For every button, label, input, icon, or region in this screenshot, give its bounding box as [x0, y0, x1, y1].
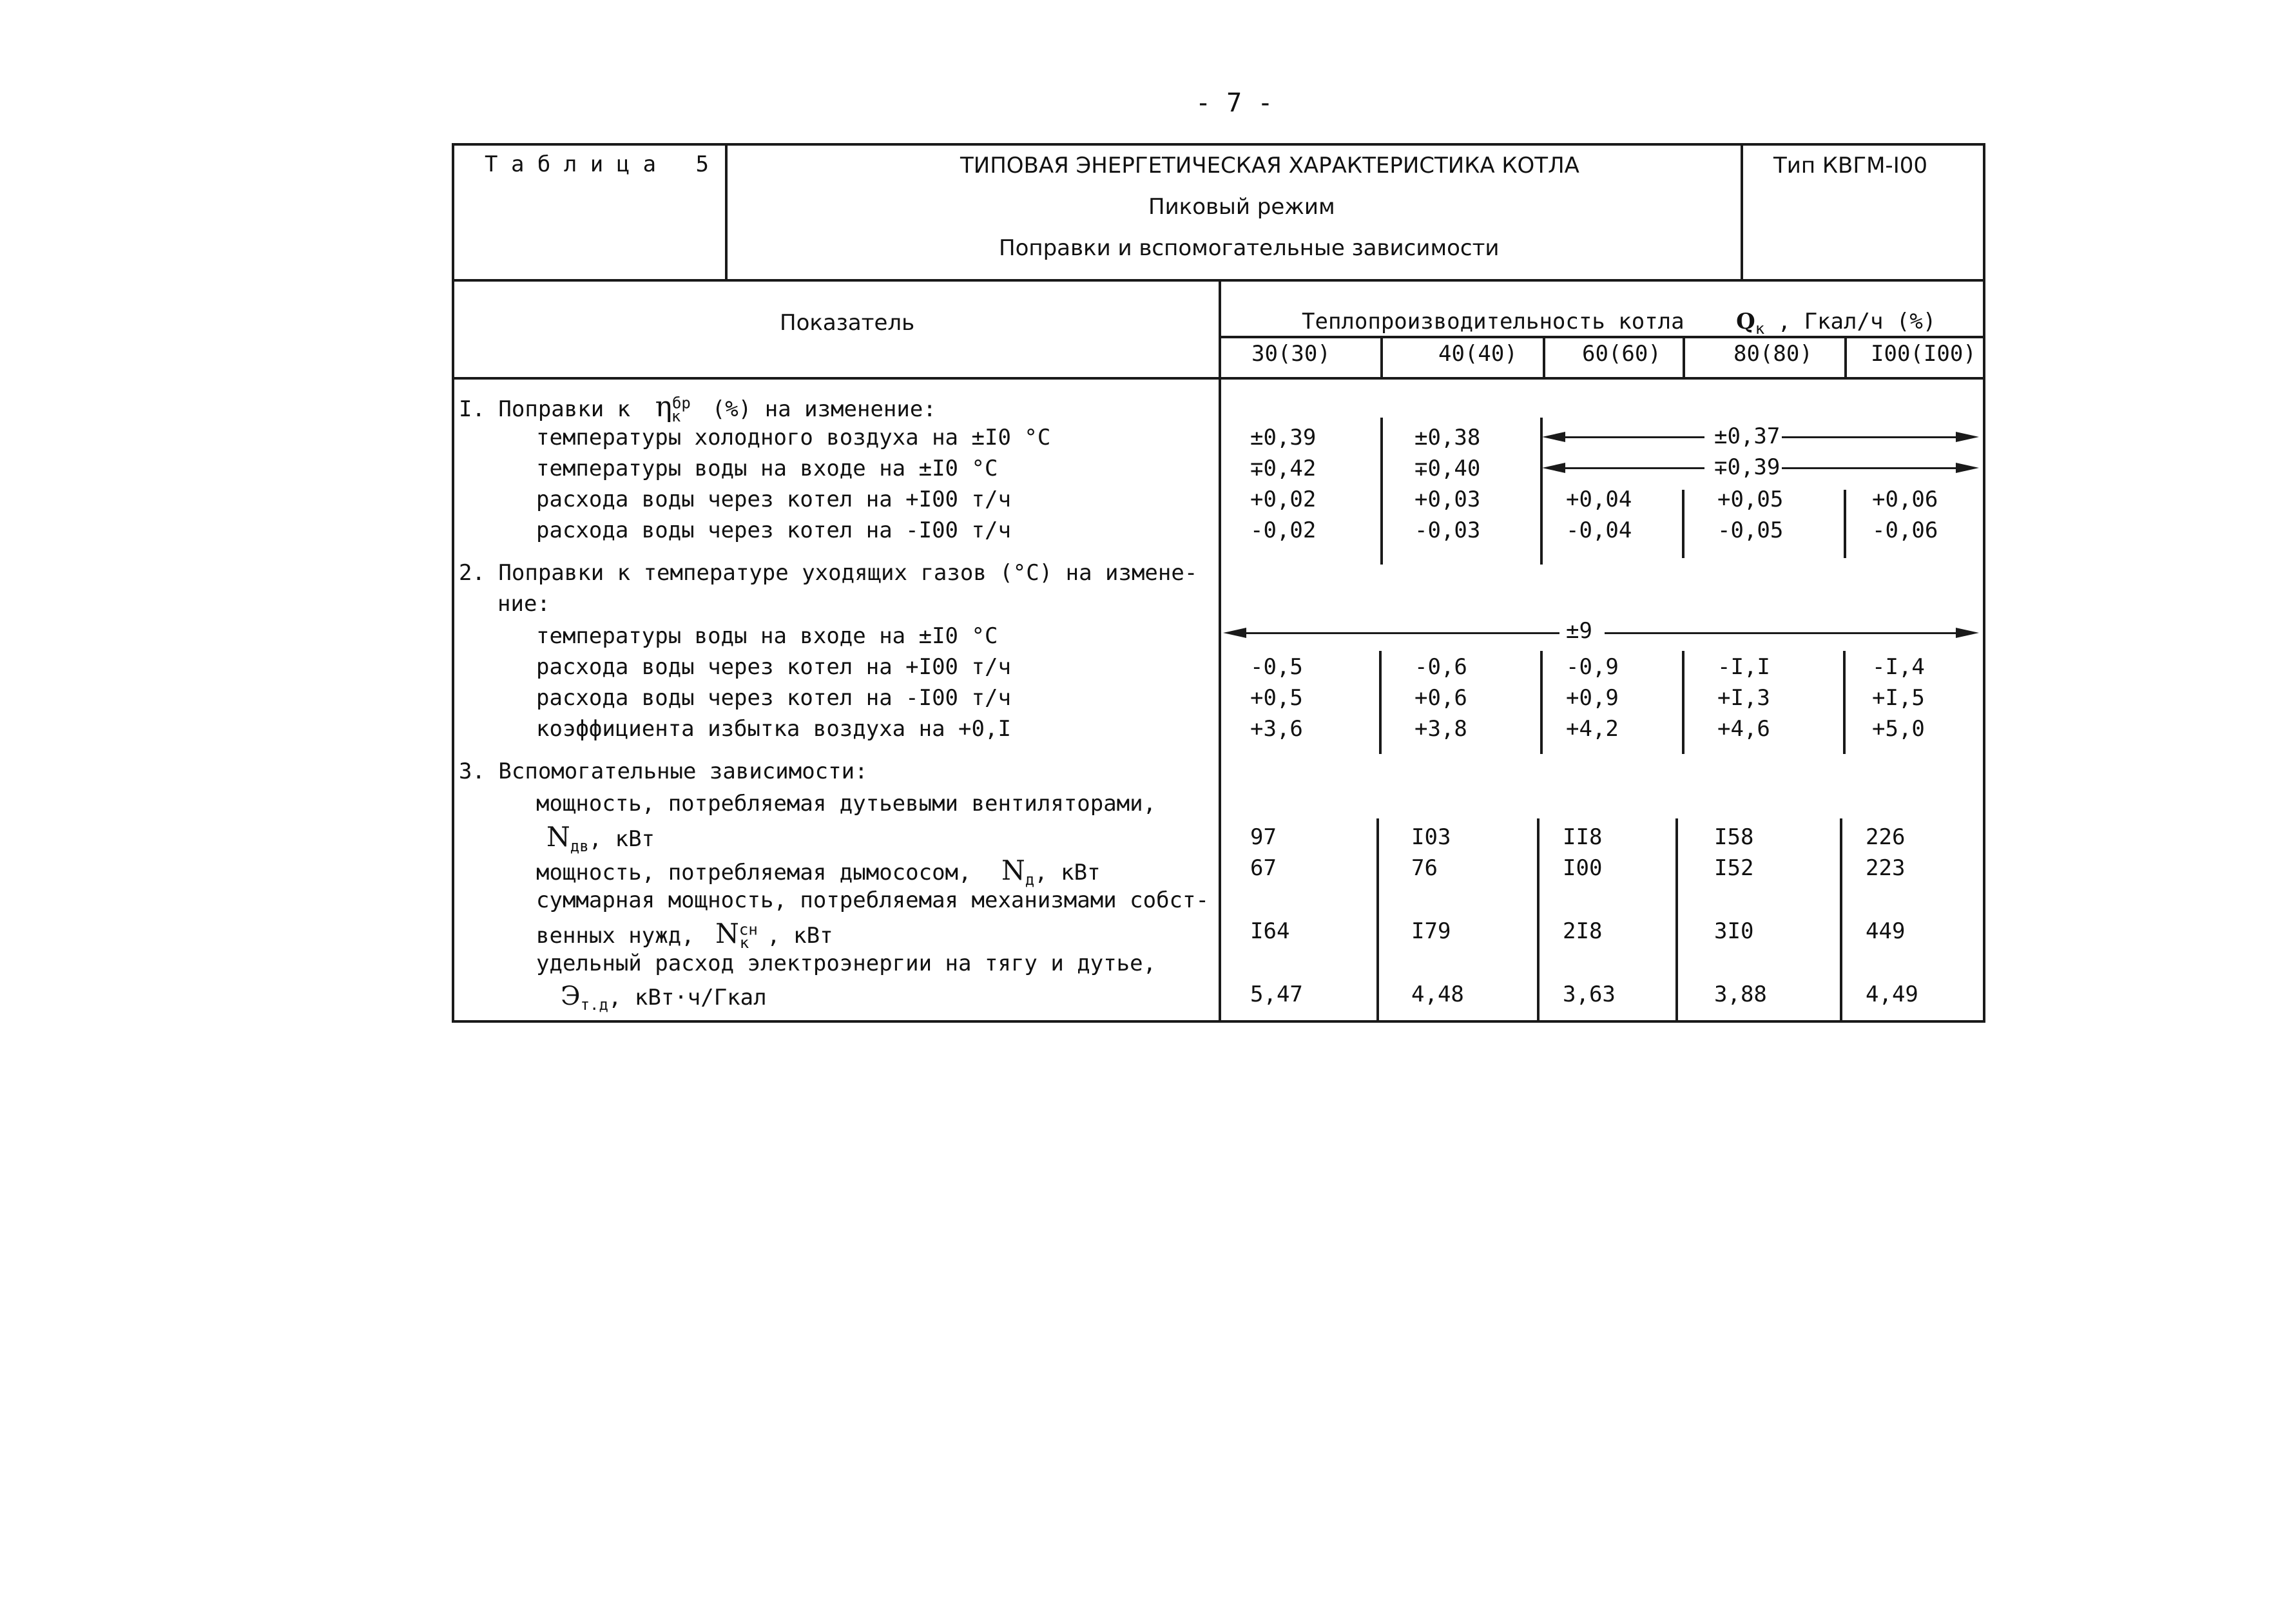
s1-r2-arrow-line-right	[1782, 467, 1956, 469]
n-d-sub: д	[1025, 870, 1035, 889]
section2-title-line2: ние:	[497, 591, 550, 617]
section2-title-line1: 2. Поправки к температуре уходящих газов (°С) на измене-	[459, 560, 1198, 586]
s2-r3-c5: +I,5	[1872, 685, 1925, 711]
s3-row3-line2-pre: венных нужд,	[536, 923, 695, 949]
s1-r1-arrow-line-left	[1563, 436, 1704, 438]
s1-sep-d	[1844, 490, 1846, 558]
s3-r4-c3: 3,63	[1563, 981, 1616, 1007]
s1-r1-c2: ±0,38	[1414, 425, 1481, 450]
s2-r2-c2: -0,6	[1414, 654, 1467, 680]
e-td-symbol: Э	[561, 981, 581, 1011]
s2-row3-label: расхода воды через котел на -I00 т/ч	[536, 685, 1011, 711]
section3-title: 3. Вспомогательные зависимости:	[459, 759, 868, 784]
s1-r3-c4: +0,05	[1717, 487, 1784, 512]
s1-sep-b	[1540, 418, 1543, 565]
capacity-unit: , Гкал/ч (%)	[1777, 309, 1936, 334]
s3-r3-c3: 2I8	[1563, 918, 1603, 944]
load-col-divider-3	[1683, 336, 1685, 377]
s1-r1-arrow-right	[1956, 432, 1979, 442]
s2-r3-c3: +0,9	[1566, 685, 1619, 711]
s3-sep-b	[1537, 818, 1540, 1021]
load-header-100: I00(I00)	[1871, 341, 1976, 367]
s1-r2-arrow-line-left	[1563, 467, 1704, 469]
n-dv-symbol: N	[546, 821, 570, 853]
table-subtitle: Поправки и вспомогательные зависимости	[999, 235, 1500, 261]
load-header-30: 30(30)	[1251, 341, 1331, 367]
s1-r3-c3: +0,04	[1566, 487, 1632, 512]
s3-r1-c1: 97	[1250, 824, 1277, 850]
s3-sep-d	[1840, 818, 1842, 1021]
s1-row4-label: расхода воды через котел на -I00 т/ч	[536, 517, 1011, 543]
s2-r2-c4: -I,I	[1717, 654, 1770, 680]
s3-r3-c5: 449	[1866, 918, 1906, 944]
n-d-unit: , кВт	[1034, 860, 1101, 885]
s2-r4-c5: +5,0	[1872, 716, 1925, 742]
e-td-sub: т.д	[580, 995, 608, 1014]
s2-r3-c4: +I,3	[1717, 685, 1770, 711]
s2-row4-label: коэффициента избытка воздуха на +0,I	[536, 716, 1011, 742]
s2-r1-arrow-right	[1956, 628, 1979, 638]
s1-r4-c4: -0,05	[1717, 517, 1784, 543]
header-divider-left	[725, 143, 728, 282]
table-mode: Пиковый режим	[1148, 194, 1335, 220]
s3-row3-line2	[536, 920, 833, 951]
s3-r1-c3: II8	[1563, 824, 1603, 850]
s2-r4-c1: +3,6	[1250, 716, 1303, 742]
section1-title-post: (%) на изменение:	[711, 396, 936, 422]
s3-r2-c1: 67	[1250, 855, 1277, 881]
s3-r3-c2: I79	[1411, 918, 1451, 944]
s1-r1-c1: ±0,39	[1250, 425, 1317, 450]
s3-sep-a	[1376, 818, 1379, 1021]
s1-r2-c1: ∓0,42	[1250, 456, 1317, 481]
s1-r3-c2: +0,03	[1414, 487, 1481, 512]
s1-r1-arrow-line-right	[1782, 436, 1956, 438]
s2-row2-label: расхода воды через котел на +I00 т/ч	[536, 654, 1011, 680]
s1-row1-label: температуры холодного воздуха на ±I0 °С	[536, 425, 1051, 450]
s2-r4-c2: +3,8	[1414, 716, 1467, 742]
s3-r4-c2: 4,48	[1411, 981, 1464, 1007]
s3-r2-c4: I52	[1714, 855, 1754, 881]
indicator-header: Показатель	[780, 310, 915, 336]
s3-r3-c4: 3I0	[1714, 918, 1754, 944]
capacity-symbol-sub: к	[1755, 319, 1765, 338]
table-title: ТИПОВАЯ ЭНЕРГЕТИЧЕСКАЯ ХАРАКТЕРИСТИКА КОТЛА	[960, 153, 1579, 179]
s3-row4-line2	[561, 983, 767, 1012]
s3-row2-label	[536, 857, 1101, 887]
s3-r4-c5: 4,49	[1866, 981, 1918, 1007]
s3-r2-c3: I00	[1563, 855, 1603, 881]
s1-r1-arrow-left	[1542, 432, 1565, 442]
s1-row2-label: температуры воды на входе на ±I0 °С	[536, 456, 998, 481]
header-divider-right	[1741, 143, 1743, 282]
s1-sep-c	[1682, 490, 1684, 558]
s1-r4-c2: -0,03	[1414, 517, 1481, 543]
page-number: - 7 -	[1195, 88, 1273, 118]
column-header-bottom	[452, 377, 1985, 380]
load-col-divider-4	[1844, 336, 1847, 377]
s2-r4-c3: +4,2	[1566, 716, 1619, 742]
n-sn-sub: к	[739, 933, 749, 952]
s3-r4-c1: 5,47	[1250, 981, 1303, 1007]
s3-r2-c5: 223	[1866, 855, 1906, 881]
s3-r4-c4: 3,88	[1714, 981, 1767, 1007]
s1-row3-label: расхода воды через котел на +I00 т/ч	[536, 487, 1011, 512]
capacity-header-text: Теплопроизводительность котла	[1302, 309, 1684, 334]
table-label: Т а б л и ц а 5	[485, 151, 709, 177]
capacity-header	[1302, 311, 1936, 336]
n-dv-sub: дв	[570, 836, 589, 855]
load-header-60: 60(60)	[1582, 341, 1661, 367]
s3-r1-c2: I03	[1411, 824, 1451, 850]
n-dv-unit: , кВт	[588, 826, 655, 852]
s2-row1-label: температуры воды на входе на ±I0 °С	[536, 623, 998, 649]
eta-sup: бр	[671, 394, 691, 412]
n-sn-sup: сн	[738, 920, 758, 939]
s1-r4-c3: -0,04	[1566, 517, 1632, 543]
s2-sep-a	[1379, 651, 1382, 754]
s2-r1-arrow-line-left	[1244, 632, 1559, 634]
s3-r2-c2: 76	[1411, 855, 1438, 881]
s2-r1-arrow-left	[1223, 628, 1246, 638]
s2-r1-arrow-line-right	[1605, 632, 1956, 634]
indicator-column-divider	[1219, 279, 1221, 1021]
section1-title	[459, 393, 936, 424]
capacity-symbol: Q	[1736, 309, 1755, 334]
s1-r1-merged: ±0,37	[1714, 423, 1781, 449]
s3-sep-c	[1675, 818, 1678, 1021]
s1-r3-c1: +0,02	[1250, 487, 1317, 512]
s2-r2-c5: -I,4	[1872, 654, 1925, 680]
s2-r1-merged: ±9	[1566, 618, 1592, 644]
n-d-symbol: N	[1001, 855, 1025, 886]
load-col-divider-2	[1543, 336, 1545, 377]
s2-r3-c1: +0,5	[1250, 685, 1303, 711]
eta-sub: к	[671, 407, 681, 425]
s3-row3-line1: суммарная мощность, потребляемая механизмами собст-	[536, 887, 1209, 913]
n-sn-unit: , кВт	[767, 923, 833, 949]
s3-row1-line1: мощность, потребляемая дутьевыми вентиляторами,	[536, 791, 1157, 817]
s3-row2-label-pre: мощность, потребляемая дымососом,	[536, 860, 972, 885]
n-sn-symbol: N	[715, 918, 739, 949]
section1-title-pre: I. Поправки к	[459, 396, 631, 422]
load-col-divider-1	[1380, 336, 1383, 377]
s1-r4-c1: -0,02	[1250, 517, 1317, 543]
s2-r2-c1: -0,5	[1250, 654, 1303, 680]
s2-sep-d	[1843, 651, 1846, 754]
s3-r3-c1: I64	[1250, 918, 1290, 944]
s2-r4-c4: +4,6	[1717, 716, 1770, 742]
s1-r2-arrow-right	[1956, 463, 1979, 473]
e-td-unit: , кВт·ч/Гкал	[608, 985, 767, 1010]
s2-r3-c2: +0,6	[1414, 685, 1467, 711]
s1-r2-c2: ∓0,40	[1414, 456, 1481, 481]
s1-r3-c5: +0,06	[1872, 487, 1938, 512]
s1-r4-c5: -0,06	[1872, 517, 1938, 543]
s3-row1-line2	[546, 821, 655, 855]
load-header-80: 80(80)	[1733, 341, 1813, 367]
eta-symbol: η	[655, 391, 672, 423]
s3-r1-c5: 226	[1866, 824, 1906, 850]
s2-r2-c3: -0,9	[1566, 654, 1619, 680]
s1-r2-arrow-left	[1542, 463, 1565, 473]
s2-sep-b	[1540, 651, 1543, 754]
s1-r2-merged: ∓0,39	[1714, 454, 1781, 480]
s2-sep-c	[1682, 651, 1684, 754]
s1-sep-a	[1380, 418, 1383, 565]
s3-r1-c4: I58	[1714, 824, 1754, 850]
boiler-type: Тип КВГМ-I00	[1773, 153, 1927, 179]
s3-row4-line1: удельный расход электроэнергии на тягу и дутье,	[536, 951, 1157, 976]
load-header-40: 40(40)	[1438, 341, 1518, 367]
